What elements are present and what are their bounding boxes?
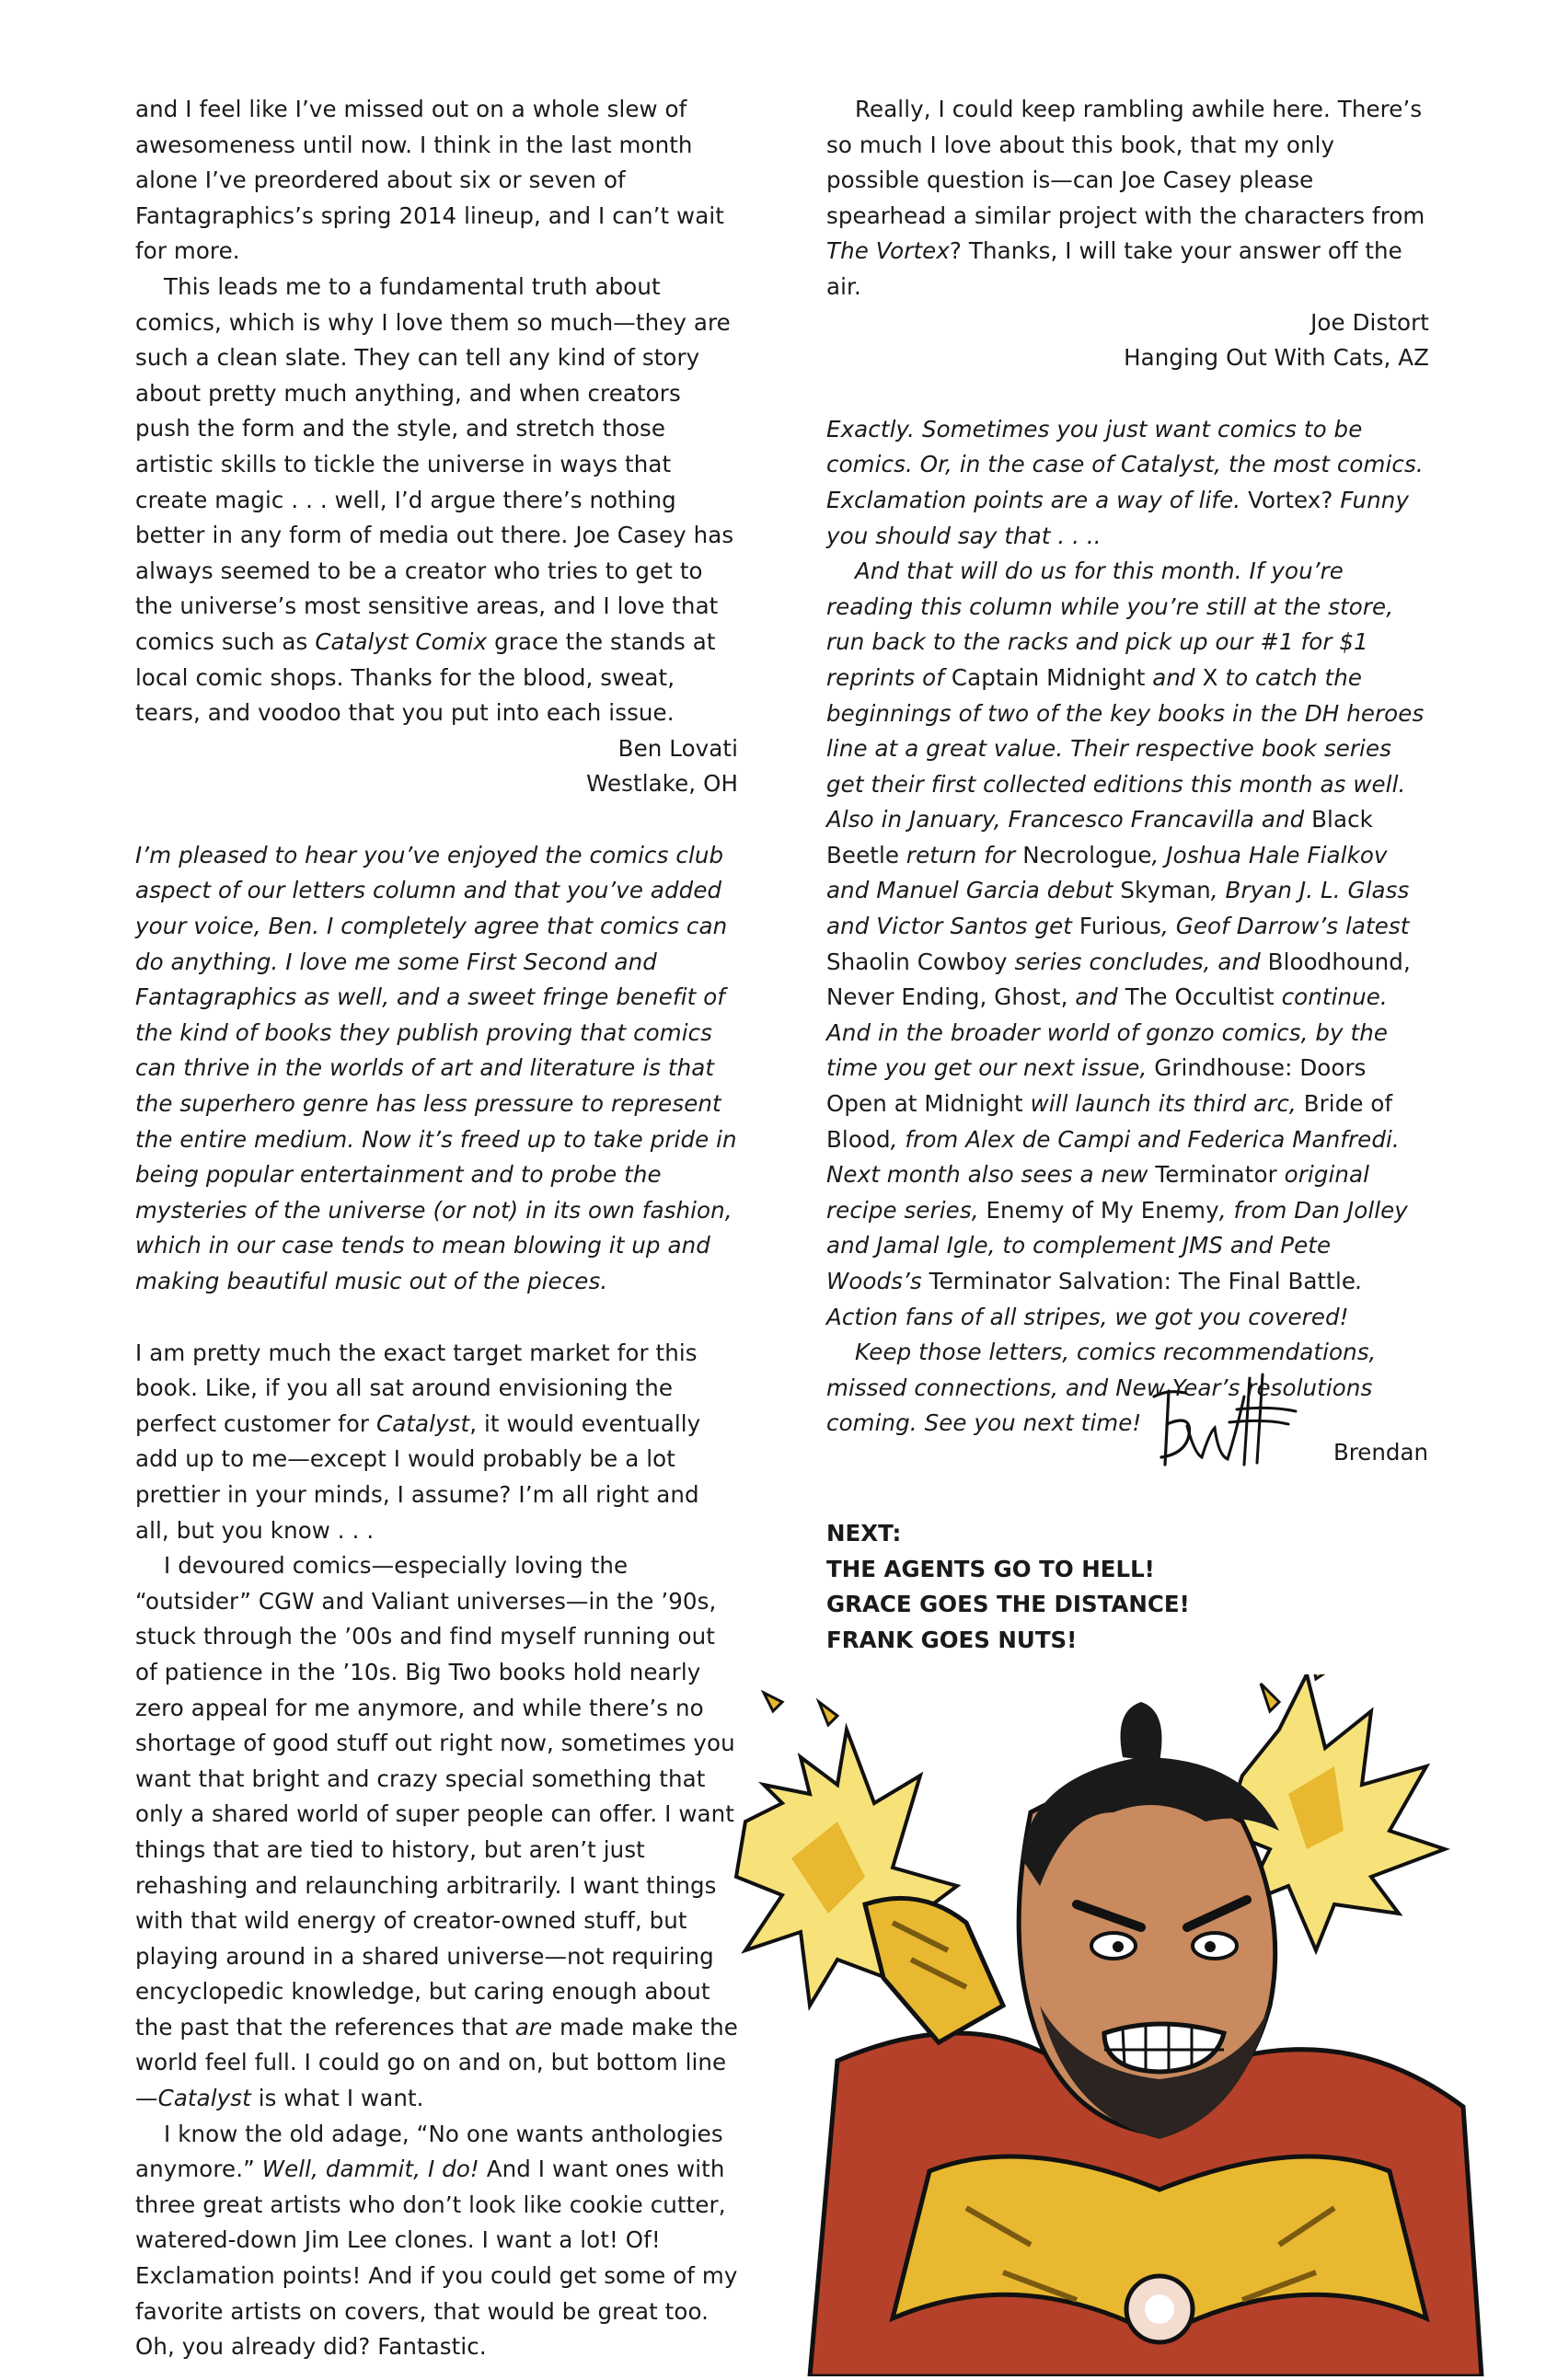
reply-text: Keep those letters, comics recommendations, missed connections, and New Year’s resolutions coming. See you next time!	[826, 1339, 1377, 1437]
editor-reply-2-paragraph-1	[826, 412, 1429, 554]
title-run: Grindhouse: Doors Open at Midnight	[826, 1054, 1367, 1118]
text-run: I am pretty much the exact target market for this book. Like, if you all sat around envisioning the perfect customer for	[135, 1339, 698, 1437]
title-run: Bloodhound, Never Ending, Ghost,	[826, 948, 1411, 1011]
title-run: Bride of Blood	[826, 1090, 1393, 1153]
letter1-signature-name: Ben Lovati	[617, 734, 738, 762]
title-the-vortex: The Vortex	[826, 237, 950, 265]
title-run: Terminator	[1155, 1161, 1277, 1189]
letter2-paragraph-1	[135, 1336, 738, 1549]
letter2-signature-name: Joe Distort	[1310, 308, 1429, 336]
handwritten-signature-icon	[1141, 1369, 1307, 1479]
title-run: Captain Midnight	[951, 663, 1146, 691]
text-run: grace the stands at local comic shops. Thanks for the blood, sweat, tears, and voodoo that you put into each issue.	[135, 627, 716, 727]
next-line-2: GRACE GOES THE DISTANCE!	[826, 1591, 1190, 1618]
title-run: The Occultist	[1125, 983, 1275, 1011]
title-catalyst-comix: Catalyst Comix	[315, 627, 488, 655]
title-run: Shaolin Cowboy	[826, 948, 1008, 975]
next-label: NEXT:	[826, 1520, 902, 1546]
reply-text: will launch its third arc,	[1022, 1090, 1304, 1118]
reply-text: and	[1067, 983, 1125, 1011]
reply-text: , Bryan J. L. Glass and Victor Santos get	[826, 877, 1410, 940]
title-run: X	[1202, 663, 1218, 691]
reply-text: return for	[899, 841, 1023, 868]
emphasis: are	[514, 2013, 553, 2041]
letter1-paragraph-1: and I feel like I’ve missed out on a whole slew of awesomeness until now. I think in the last month alone I’ve preordered about six or seven of Fantagraphics’s spring 2014 lineup, and I can’t wait for more.	[135, 96, 724, 265]
letter1-signature-place: Westlake, OH	[586, 770, 738, 798]
title-run: Enemy of My Enemy	[986, 1196, 1219, 1224]
title-run: Black Beetle	[826, 806, 1373, 868]
text-run: made make the world feel full. I could go on and on, but bottom line—	[135, 2013, 738, 2112]
angry-hero-illustration-icon	[727, 1674, 1546, 2376]
reply-text: And that will do us for this month. If you’re reading this column while you’re still at the store, run back to the racks and pick up our #1 for $1 reprints of	[826, 558, 1394, 691]
reply-text: , from Alex de Campi and Federica Manfredi. Next month also sees a new	[826, 1125, 1400, 1189]
reply-text: to catch the beginnings of two of the key books in the DH heroes line at a great value. Their respective book series get their first collected editions this month as well. Also in January, Francesco Francavilla and	[826, 663, 1425, 834]
next-issue-teaser	[826, 1516, 1190, 1658]
title-catalyst: Catalyst	[376, 1409, 470, 1437]
character-artwork	[727, 1674, 1546, 2376]
reply-text: continue. And in the broader world of gonzo comics, by the time you get our next issue,	[826, 983, 1389, 1082]
reply-text: original recipe series,	[826, 1161, 1370, 1224]
next-line-1: THE AGENTS GO TO HELL!	[826, 1555, 1155, 1582]
letter2-paragraph-2	[135, 1548, 738, 2117]
text-run: This leads me to a fundamental truth about comics, which is why I love them so much—they are such a clean slate. They can tell any kind of story about pretty much anything, and when creators push the form and the style, and stretch those artistic skills to tickle the universe in ways that create magic . . . well, I’d argue there’s nothing better in any form of media out there. Joe Casey has always seemed to be a creator who tries to get to the universe’s most sensitive areas, and I love that comics such as	[135, 272, 734, 655]
left-column	[135, 92, 738, 2365]
editor-signoff	[1141, 1360, 1436, 1489]
right-column	[826, 92, 1429, 1442]
text-run: And I want ones with three great artists who don’t look like cookie cutter, watered-down Jim Lee clones. I want a lot! Of! Exclamation points! And if you could get some of my favorite artists on covers, that would be great too. Oh, you already did? Fantastic.	[135, 2156, 738, 2361]
editor-reply-2-paragraph-2	[826, 554, 1429, 1335]
editor-reply-1	[135, 838, 738, 1300]
text-run: is what I want.	[250, 2085, 424, 2112]
text-run: I devoured comics—especially loving the “outsider” CGW and Valiant universes—in the ’90s, stuck through the ’00s and find myself running out of patience in the ’10s. Big Two books hold nearly zero appeal for me anymore, and while there’s no shortage of good stuff out right now, sometimes you want that bright and crazy special something that only a shared world of super people can offer. I want things that are tied to history, but aren’t just rehashing and relaunching arbitrarily. I want things with that wild energy of creator-owned stuff, but playing around in a shared universe—not requiring encyclopedic knowledge, but caring enough about the past that the references that	[135, 1552, 735, 2041]
letter2-signature-place: Hanging Out With Cats, AZ	[1124, 344, 1429, 372]
reply-text: , Joshua Hale Fialkov and Manuel Garcia debut	[826, 841, 1388, 904]
title-run: Furious	[1079, 913, 1161, 940]
reply-text: , from Dan Jolley and Jamal Igle, to complement JMS and Pete Woods’s	[826, 1196, 1408, 1294]
title-catalyst: Catalyst	[157, 2085, 251, 2112]
text-run: ? Thanks, I will take your answer off the air.	[826, 237, 1402, 300]
letter2-paragraph-3	[135, 2117, 738, 2365]
reply-text: . Action fans of all stripes, we got you covered!	[826, 1268, 1363, 1330]
letter1-paragraph-2	[135, 270, 738, 731]
emphasis: Well, dammit, I do!	[261, 2156, 479, 2183]
next-line-3: FRANK GOES NUTS!	[826, 1626, 1078, 1653]
text-run: I know the old adage, “No one wants anthologies anymore.”	[135, 2120, 723, 2183]
text-run: , it would eventually add up to me—except I would probably be a lot prettier in your minds, I assume? I’m all right and all, but you know . . .	[135, 1409, 701, 1544]
letter2-paragraph-4	[826, 92, 1429, 305]
reply-text: I’m pleased to hear you’ve enjoyed the comics club aspect of our letters column and that you’ve added your voice, Ben. I completely agree that comics can do anything. I love me some First Second and Fantagraphics as well, and a sweet fringe benefit of the kind of books they publish proving that comics can thrive in the worlds of art and literature is that the superhero genre has less pressure to represent the entire medium. Now it’s freed up to take pride in being popular entertainment and to probe the mysteries of the universe (or not) in its own fashion, which in our case tends to mean blowing it up and making beautiful music out of the pieces.	[135, 841, 737, 1294]
title-run: Skyman	[1120, 877, 1211, 904]
reply-text: Funny you should say that . . ..	[826, 486, 1410, 549]
reply-text: Exactly. Sometimes you just want comics to be comics. Or, in the case of Catalyst, the most comics. Exclamation points are a way of life.	[826, 415, 1424, 513]
reply-text: series concludes, and	[1007, 948, 1268, 975]
reply-text: , Geof Darrow’s latest	[1161, 913, 1410, 940]
reply-text: and	[1145, 663, 1203, 691]
title-run: Terminator Salvation: The Final Battle	[929, 1268, 1356, 1294]
signoff-name: Brendan	[1333, 1439, 1428, 1466]
title-vortex: Vortex?	[1248, 486, 1333, 513]
text-run: Really, I could keep rambling awhile here. There’s so much I love about this book, that my only possible question is—can Joe Casey please spearhead a similar project with the characters from	[826, 96, 1425, 229]
title-run: Necrologue	[1022, 841, 1152, 868]
